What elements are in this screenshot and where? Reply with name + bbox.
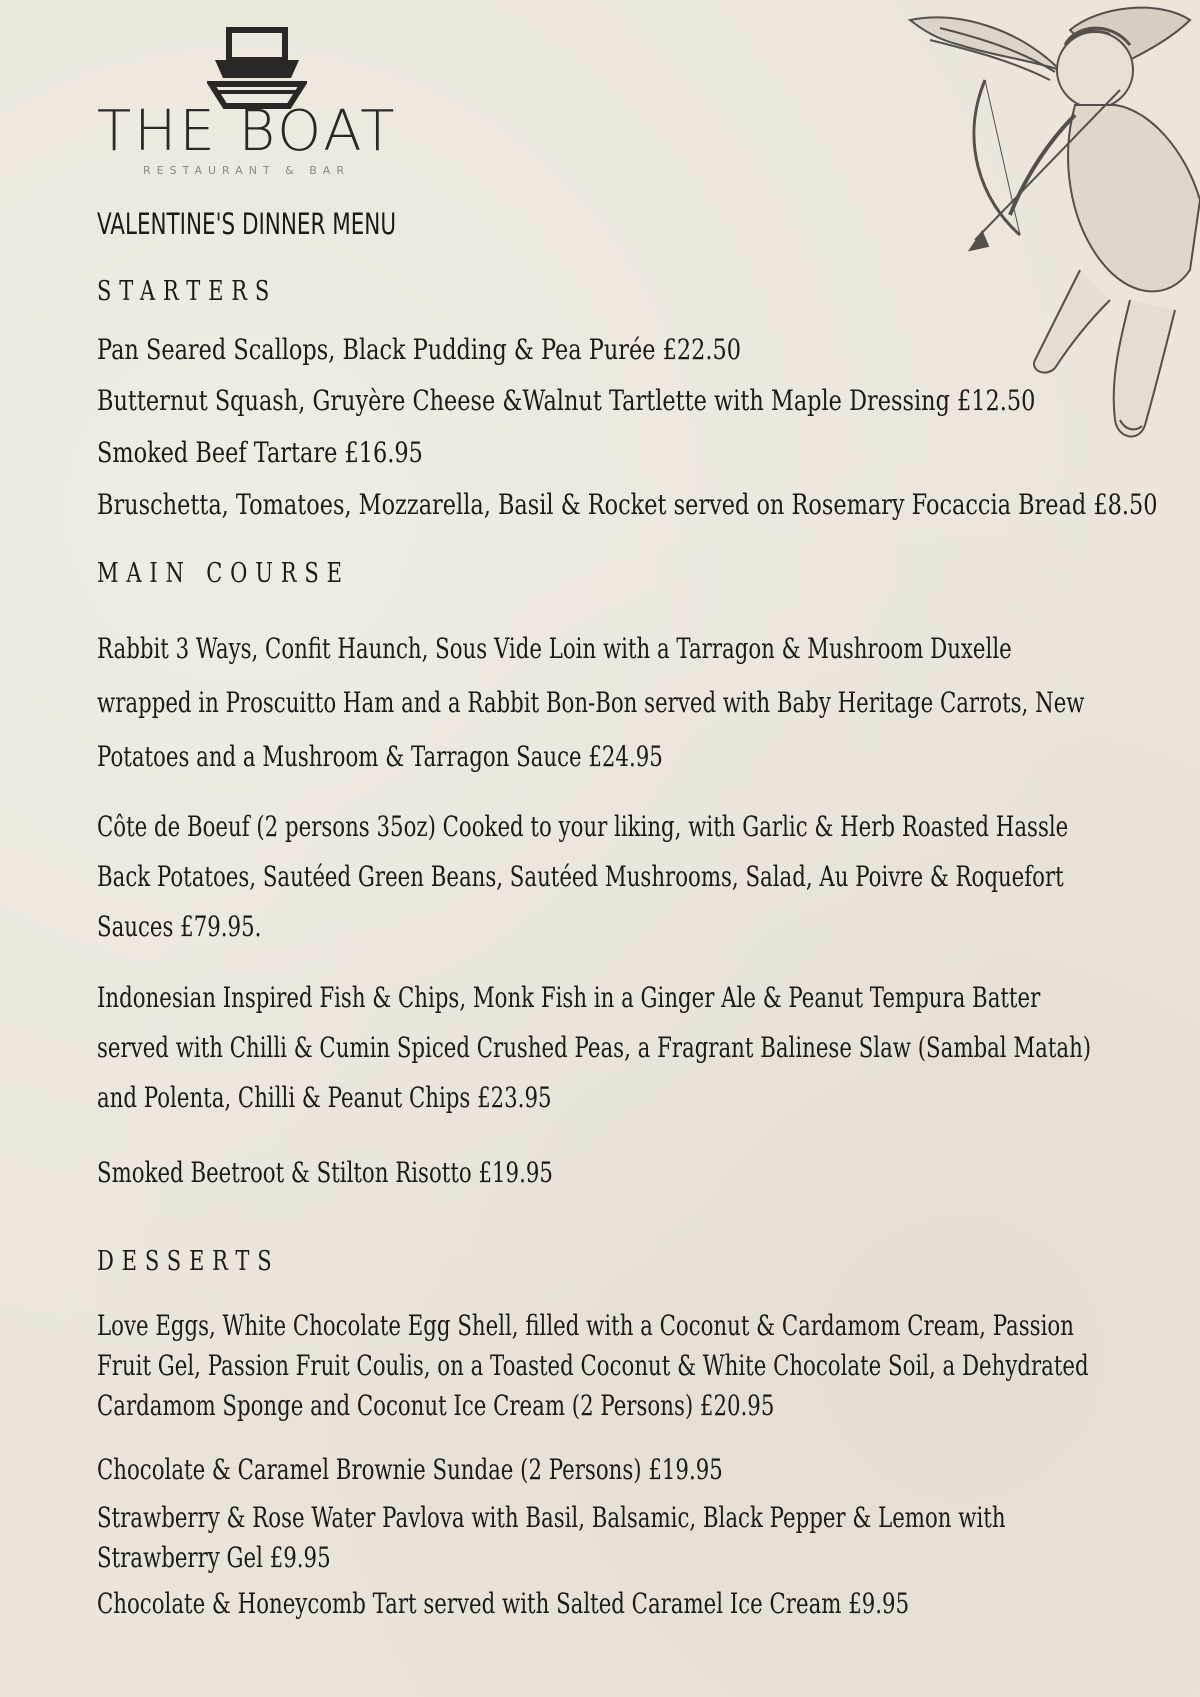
main-course-item: Indonesian Inspired Fish & Chips, Monk Fish in a Ginger Ale & Peanut Tempura Batter served with Chilli & Cumin Spiced Crushed Peas, a Fragrant Balinese Slaw (Sambal Matah) and Polenta, Chilli & Peanut Chips £23.95 <box>97 981 1092 1114</box>
dessert-item: Chocolate & Honeycomb Tart served with Salted Caramel Ice Cream £9.95 <box>97 1587 910 1620</box>
menu-title: VALENTINE'S DINNER MENU <box>97 207 397 241</box>
brand-subtitle: RESTAURANT & BAR <box>143 164 350 177</box>
dessert-item: Chocolate & Caramel Brownie Sundae (2 Persons) £19.95 <box>97 1453 723 1486</box>
main-course-item: Smoked Beetroot & Stilton Risotto £19.95 <box>97 1156 553 1189</box>
boat-icon <box>207 26 307 110</box>
dessert-item: Strawberry & Rose Water Pavlova with Basil, Balsamic, Black Pepper & Lemon with Strawberry Gel £9.95 <box>97 1501 1006 1574</box>
section-heading-starters: STARTERS <box>97 276 278 307</box>
dessert-item: Love Eggs, White Chocolate Egg Shell, filled with a Coconut & Cardamom Cream, Passion Fruit Gel, Passion Fruit Coulis, on a Toasted Coconut & White Chocolate Soil, a Dehydrated Cardamom Sponge and Coconut Ice Cream (2 Persons) £20.95 <box>97 1309 1089 1422</box>
starter-item: Bruschetta, Tomatoes, Mozzarella, Basil & Rocket served on Rosemary Focaccia Bread £8.50 <box>97 488 1158 521</box>
starter-item: Smoked Beef Tartare £16.95 <box>97 436 423 469</box>
section-heading-desserts: DESSERTS <box>97 1246 280 1277</box>
section-heading-main-course: MAIN COURSE <box>97 558 350 589</box>
restaurant-logo <box>97 26 427 186</box>
main-course-item: Côte de Boeuf (2 persons 35oz) Cooked to your liking, with Garlic & Herb Roasted Hassle Back Potatoes, Sautéed Green Beans, Sautéed Mushrooms, Salad, Au Poivre & Roquefort Sauces £79.95. <box>97 810 1069 943</box>
starter-item: Butternut Squash, Gruyère Cheese &Walnut Tartlette with Maple Dressing £12.50 <box>97 384 1036 417</box>
starter-item: Pan Seared Scallops, Black Pudding & Pea Purée £22.50 <box>97 333 741 366</box>
main-course-item: Rabbit 3 Ways, Confit Haunch, Sous Vide Loin with a Tarragon & Mushroom Duxelle wrapped in Proscuitto Ham and a Rabbit Bon-Bon served with Baby Heritage Carrots, New Potatoes and a Mushroom & Tarragon Sauce £24.95 <box>97 632 1085 773</box>
brand-name: THE BOAT <box>97 99 398 164</box>
